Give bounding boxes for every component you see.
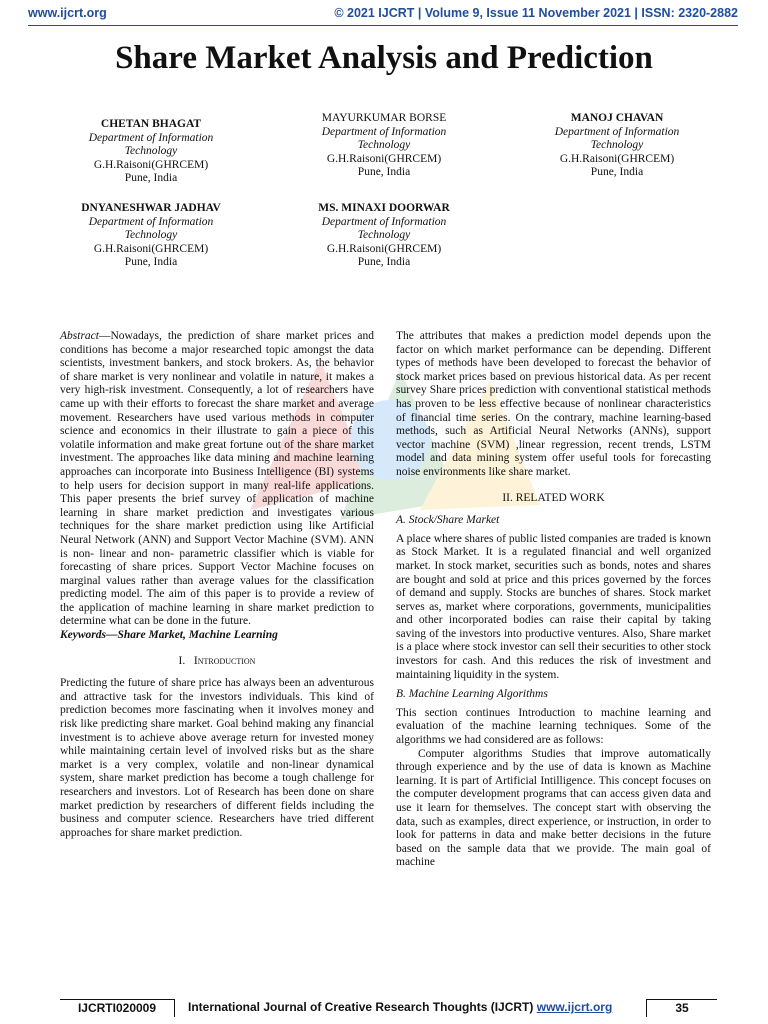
abstract-text: —Nowadays, the prediction of share market prices and conditions has become a major researched topic amongst the data scientists, investment bankers, and stock brokers. As, the behavior of share market is very nonlinear and volatile in nature, it makes a very high-risk investment. Consequently, a lot of researchers have came up with their efforts to forecast the share market and average movement. Researchers have used various methods in computer science and economics in their illustrate to gain a piece of this volatile information and make great fortune out of the share market investment. The approaches like data mining and machine learning approaches can incorporate into Business Intelligence (BI) systems to help users for decision support in many real-life applications. This paper presents the brief survey of application of machine learning in share market prediction and investigates various techniques for the share market prediction using like Artificial Neural Network (ANN) and Support Vector Machine (SVM). ANN is non- linear and non- parametric classifier which is viable for forecasting of share prices. Support Vector Machine focuses on marginal values rather than average values for the classification predicting model. The aim of this paper is to provide a review of the application of machine learning in share market prediction to determine what can be done in the future. xyxy=(60,330,374,628)
author-loc: Pune, India xyxy=(124,256,178,268)
abstract-paragraph xyxy=(60,330,374,629)
footer-code: IJCRTI020009 xyxy=(60,999,175,1017)
author-loc: Pune, India xyxy=(124,172,178,184)
author-loc: Pune, India xyxy=(590,166,644,178)
keywords-text: Share Market, Machine Learning xyxy=(117,629,278,642)
page-footer xyxy=(60,999,720,1017)
section-heading-related-work: II. RELATED WORK xyxy=(502,491,605,504)
keywords-line xyxy=(60,629,374,643)
subsection-heading-stock-market: A. Stock/Share Market xyxy=(396,514,500,527)
right-column xyxy=(396,330,711,870)
author-block-3 xyxy=(492,112,742,180)
author-inst: G.H.Raisoni(GHRCEM) xyxy=(93,242,209,255)
footer-url-link[interactable]: www.ijcrt.org xyxy=(536,1000,613,1014)
ml-definition-paragraph: Computer algorithms Studies that improve automatically through experience and by the use of data is known as Machine learning. It is part of Artificial Intilligence. This concept focuses on the computer development programs that can access given data and use it learn for themselves. The concept start with observing the data, such as examples, direct experience, or instruction, in order to look for patterns in data and make better decisions in the future based on the sample data that we provide. The main goal of machine xyxy=(396,747,711,869)
section-number: I. xyxy=(178,654,186,667)
footer-journal: International Journal of Creative Research Thoughts (IJCRT) xyxy=(188,1000,537,1014)
author-inst: G.H.Raisoni(GHRCEM) xyxy=(559,152,675,165)
paper-title: Share Market Analysis and Prediction xyxy=(115,40,653,76)
author-dept: Department of Information Technology xyxy=(321,125,447,151)
footer-journal-line xyxy=(188,1000,612,1014)
author-block-5 xyxy=(259,202,509,270)
left-column xyxy=(60,330,374,840)
author-dept: Department of Information Technology xyxy=(88,131,214,157)
author-dept: Department of Information Technology xyxy=(321,215,447,241)
author-name: MAYURKUMAR BORSE xyxy=(321,112,447,124)
ml-intro-paragraph: This section continues Introduction to machine learning and evaluation of the machine learning techniques. Some of the algorithms we had considered are as follows: xyxy=(396,706,711,747)
footer-page-number: 35 xyxy=(646,999,717,1017)
author-inst: G.H.Raisoni(GHRCEM) xyxy=(93,158,209,171)
section-title: Introduction xyxy=(193,654,256,667)
author-dept: Department of Information Technology xyxy=(554,125,680,151)
header-citation: © 2021 IJCRT | Volume 9, Issue 11 November 2021 | ISSN: 2320-2882 xyxy=(334,6,738,20)
abstract-label: Abstract xyxy=(60,330,99,342)
author-name: MANOJ CHAVAN xyxy=(570,112,664,124)
page-header xyxy=(28,6,738,26)
author-name: DNYANESHWAR JADHAV xyxy=(81,202,221,214)
author-block-1 xyxy=(26,118,276,186)
keywords-label: Keywords— xyxy=(60,629,118,642)
author-block-4 xyxy=(26,202,276,270)
stock-market-paragraph: A place where shares of public listed companies are traded is known as Stock Market. It is a regulated financial and well organized market. In stock market, securities such as bonds, notes and shares are bought and sold at price and this prices governed by the forces of demand and supply. Stocks are bunches of shares. Stock market serves as, market where corporations, governments, municipalities and other incorporated bodies can raise their capital by taking saving of the investors into productive ventures. Also, Share market is a place where stock investor can sell their securities to other stock investors for cash. And this reduces the risk of investment and maintaining liquidity in the system. xyxy=(396,532,711,681)
author-name: MS. MINAXI DOORWAR xyxy=(318,202,450,214)
section-heading-introduction xyxy=(60,655,374,669)
header-site-link[interactable]: www.ijcrt.org xyxy=(28,6,107,20)
author-name: CHETAN BHAGAT xyxy=(100,118,202,130)
attributes-paragraph: The attributes that makes a prediction model depends upon the factor on which market performance can be depending. Different types of methods have been developed to forecast the behavior of stock market prices based on previous historical data. As per recent survey Share prices prediction with conventional statistical methods has proven to be less effective because of nonlinear characteristics of financial time series. On the contrary, machine learning-based methods, such as Artificial Neural Networks (ANNs), support vector machine (SVM) ,linear regression, recent trends, LSTM model and data mining system offer useful tools for forecasting noise environments like share market. xyxy=(396,330,711,478)
introduction-paragraph: Predicting the future of share price has always been an adventurous and attractive task for the investors individuals. This kind of prediction becomes more fascinating when it involves money and risk like predicting share market. Goal behind making any financial investment is to achieve above average return for invested money while maintaining certain level of involved risks but as the share market is a very complex, volatile and non-linear dynamical system, share market prediction has become a tough challenge for researchers and investors. Lot of Research has been done on share market prediction by researchers of different fields including the business and computer science. Researchers have tried different approaches for share market prediction. xyxy=(60,677,374,839)
subsection-heading-ml-algorithms: B. Machine Learning Algorithms xyxy=(396,688,548,701)
author-loc: Pune, India xyxy=(357,166,411,178)
author-block-2 xyxy=(259,112,509,180)
author-loc: Pune, India xyxy=(357,256,411,268)
author-dept: Department of Information Technology xyxy=(88,215,214,241)
author-inst: G.H.Raisoni(GHRCEM) xyxy=(326,152,442,165)
header-rule xyxy=(28,25,738,26)
author-inst: G.H.Raisoni(GHRCEM) xyxy=(326,242,442,255)
